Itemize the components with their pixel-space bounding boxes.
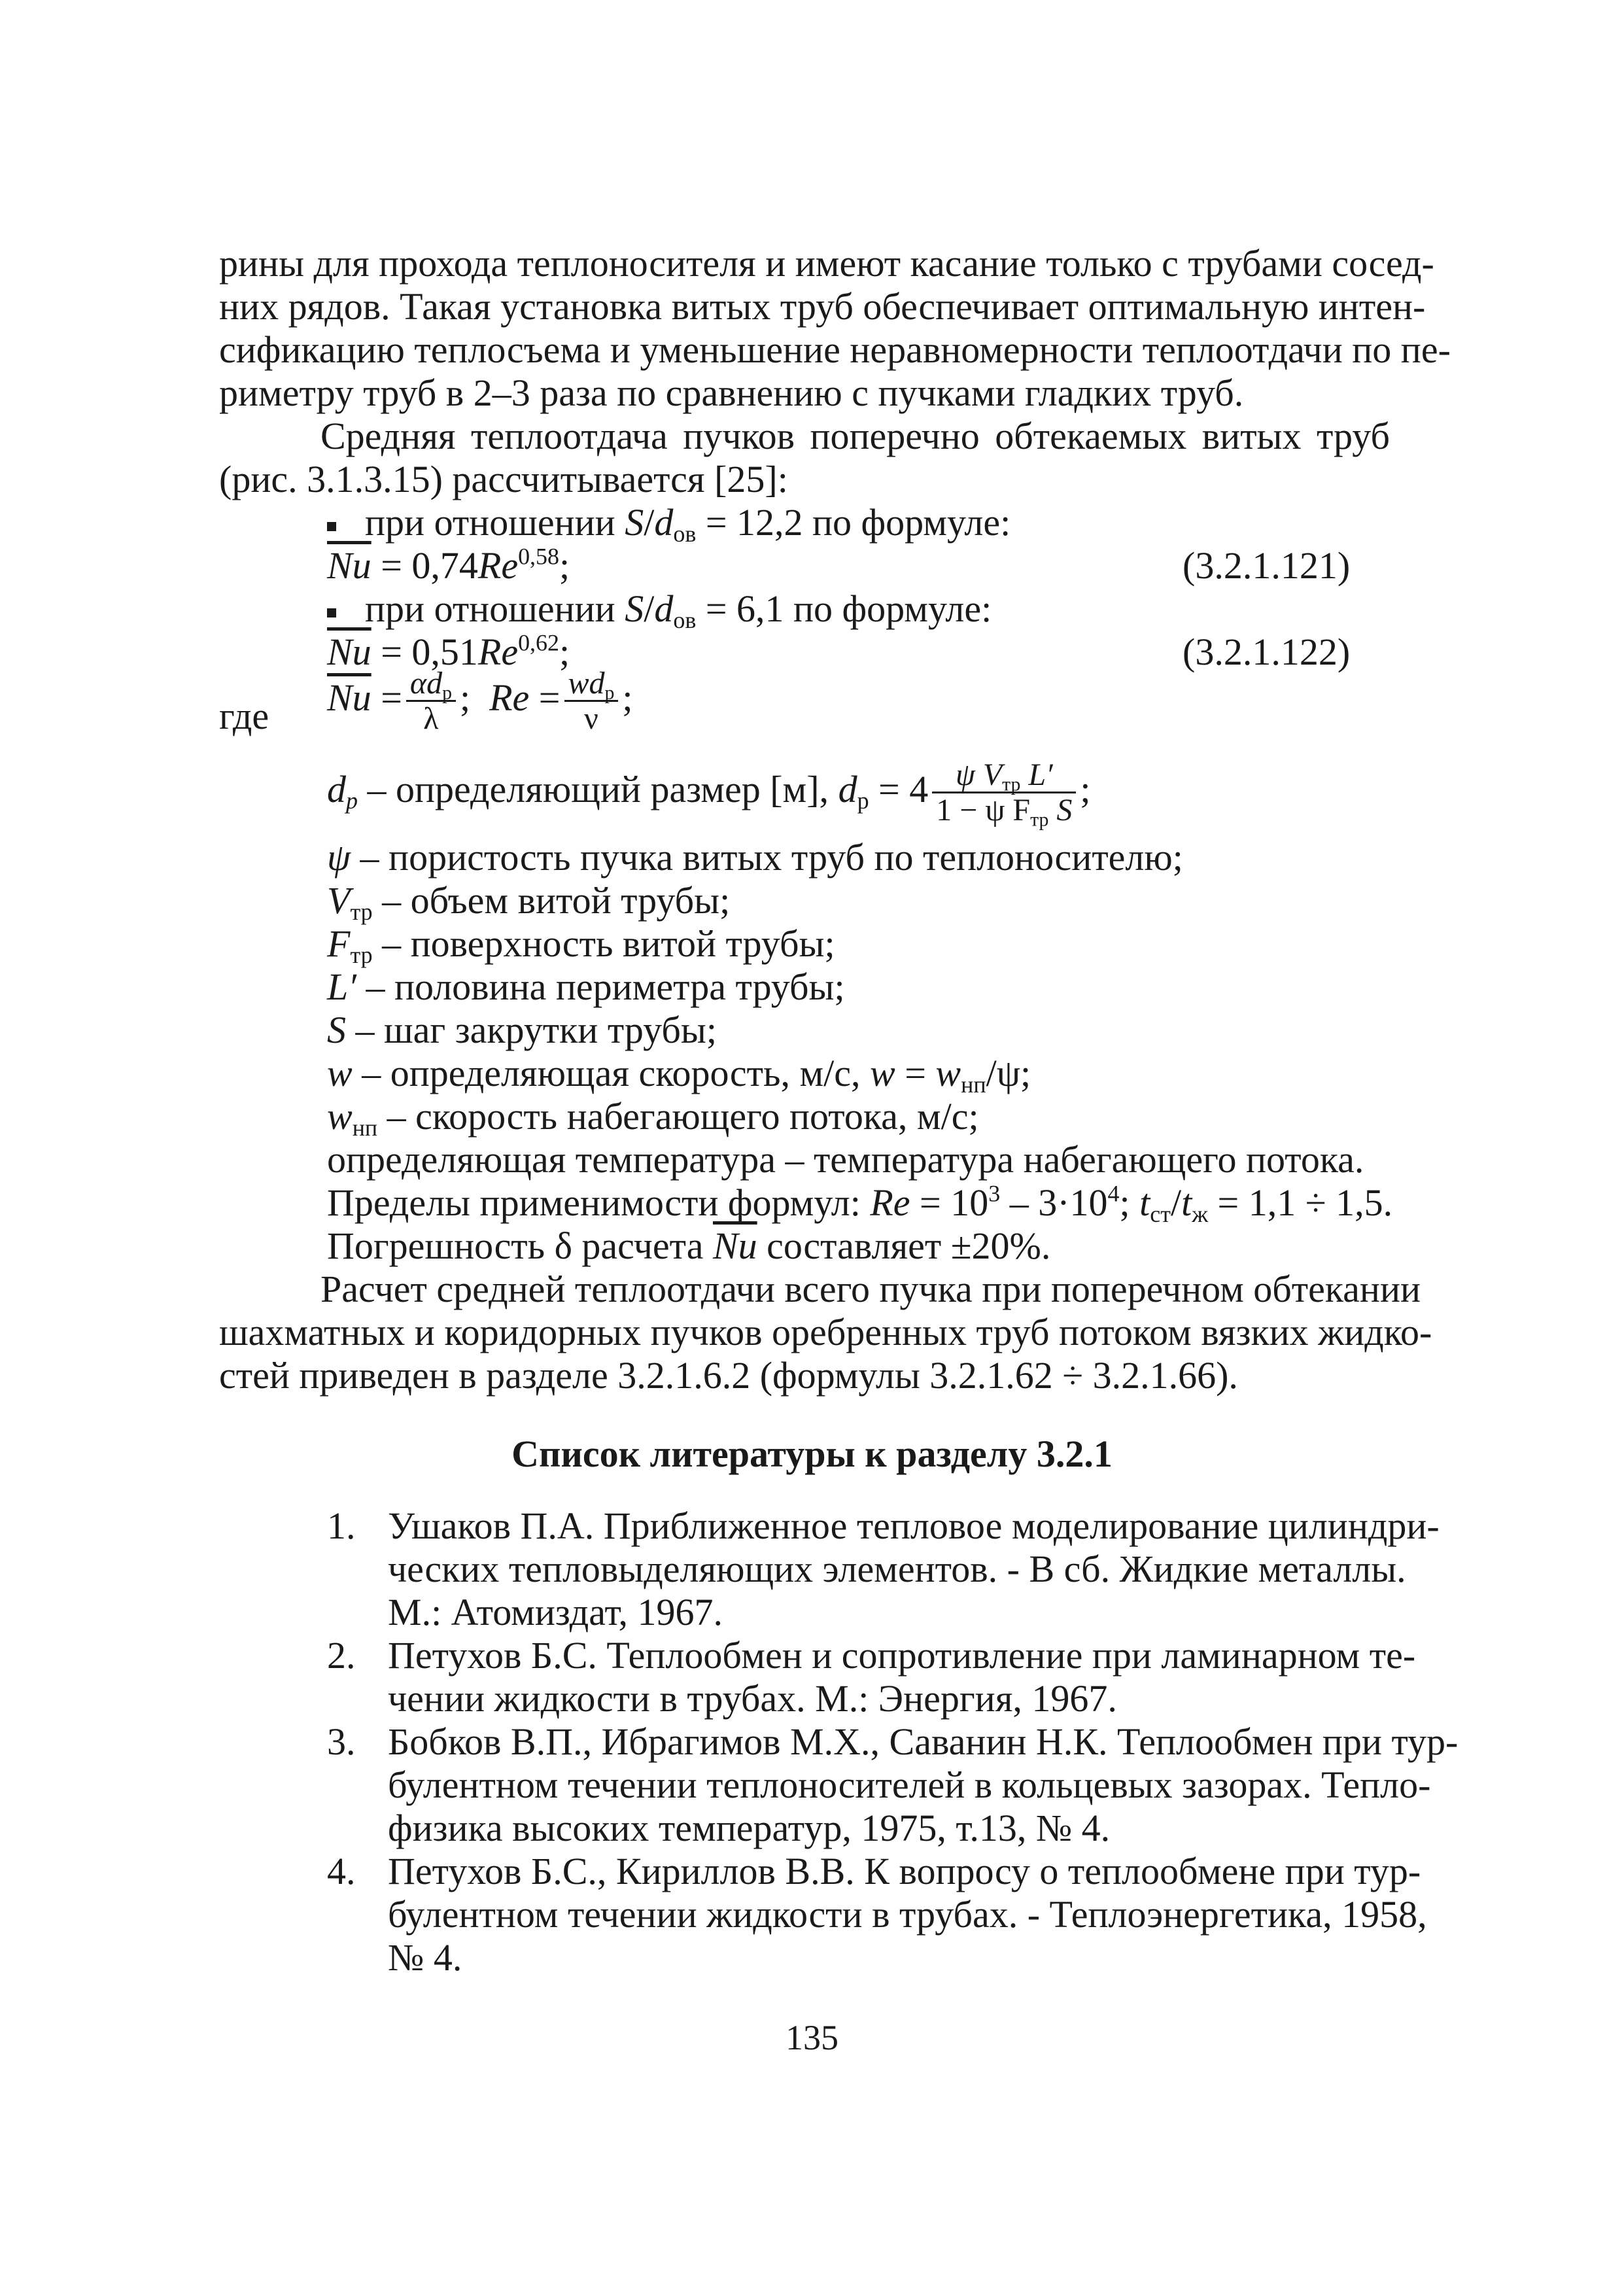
bullet-icon [327,522,336,531]
definition-line: определяющая температура – температура набегающего потока. [327,1138,1364,1181]
error-line: Погрешность δ расчета $\overline{Nu}$ составляет ±20%. [327,1225,1051,1267]
paragraph-line: стей приведен в разделе 3.2.1.6.2 (формулы 3.2.1.62 ÷ 3.2.1.66). [219,1354,1238,1397]
paragraph-line: рины для прохода теплоносителя и имеют касание только с трубами сосед- [219,242,1434,285]
fraction: $wd_р$ ν [564,667,619,736]
fraction: ψ $V_{тр}$ L′ 1 − ψ $F_{тр}$ S [932,759,1076,827]
equation: $\overline{Nu} = 0,74Re^{0,58}$; [327,543,570,587]
dp-definition: $d_p$ – определяющий размер [м], $d_р = 4$ ψ $V_{тр}$ L′ 1 − ψ $F_{тр}$ S ; [327,757,1091,831]
bullet-icon [327,608,336,617]
paragraph-line: Средняя теплоотдача пучков поперечно обтекаемых витых труб [320,415,1390,457]
paragraph-line: шахматных и коридорных пучков оребренных труб потоком вязких жидко- [219,1311,1432,1353]
definition-line: $F_{тр}$ – поверхность витой трубы; [327,922,835,969]
page-number: 135 [786,2018,838,2057]
paragraph-line: Расчет средней теплоотдачи всего пучка при поперечном обтекании [320,1268,1421,1310]
equation-number: (3.2.1.121) [1183,544,1351,587]
applicability-limits: Пределы применимости формул: $Re = 10^3 - 3\cdot 10^4$; $t_{ст}/t_ж = 1,1 \div 1,5$. [327,1180,1393,1228]
bullet-item: при отношении $S/d_{ов} = 6,1$ по формуле: [327,587,992,631]
equation: $\overline{Nu} = 0,51Re^{0,62}$; [327,629,570,673]
definition-line: S – шаг закрутки трубы; [327,1009,717,1051]
document-page: рины для прохода теплоносителя и имеют касание только с трубами сосед- них рядов. Такая установка витых труб обеспечивает оптимальную интен- сификацию теплосъема и уменьшение неравномерности теплоотдачи по пе- риметру труб в 2–3 раза по сравнению с пучками гладких труб. Средняя теплоотдача пучков поперечно обтекаемых витых труб (рис. 3.1.3.15) рассчитывается [25]: при отношении $S/d_{ов} = 12,2$ по формуле: $\overline{Nu} = 0,74Re^{0,58}$; (3.2.1.121) при отношении $S/d_{ов} = 6,1$ по формуле: $\overline{Nu} = 0,51Re^{0,62}$; (3.2.1.122) где $\overline{Nu}$ = $\alpha d_р$ λ ; Re = $wd_р$ ν ; $d_p$ – определяющий размер [м], $d_р = 4$ ψ $V_{тр}$ L′ 1 − ψ $F_{тр}$ S ; ψ – пористость пучка витых труб по теплоносителю; $V_{тр}$ – объем витой трубы; $F_{тр}$ – поверхность витой трубы; L′ – половина периметра трубы; S – шаг закрутки трубы; w – определяющая скорость, м/с, $w = w_{нп}/\psi$; $w_{нп}$ – скорость набегающего потока, м/с; определяющая температура – температура набегающего потока. Пределы применимости формул: $Re = 10^3 - 3\cdot 10^4$; $t_{ст}/t_ж = 1,1 \div 1,5$. Погрешность δ расчета $\overline{Nu}$ составляет ±20%. Расчет средней теплоотдачи всего пучка при поперечном обтекании шахматных и коридорных пучков оребренных труб потоком вязких жидко- стей приведен в разделе 3.2.1.6.2 (формулы 3.2.1.62 ÷ 3.2.1.66). Список литературы к разделу 3.2.1 1. Ушаков П.А. Приближенное тепловое моделирование цилиндри- ческих тепловыделяющих элементов. - В сб. Жидкие металлы. М.: Атомиздат, 1967. 2. Петухов Б.С. Теплообмен и сопротивление при ламинарном те- чении жидкости в трубах. М.: Энергия, 1967. 3. Бобков В.П., Ибрагимов М.Х., Саванин Н.К. Теплообмен при тур- булентном течении теплоносителей в кольцевых зазорах. Тепло- физика высоких температур, 1975, т.13, № 4. 4. Петухов Б.С., Кириллов В.В. К вопросу о теплообмене при тур- булентном течении жидкости в трубах. - Теплоэнергетика, 1958, № 4. 135 [0,0,1624,2296]
paragraph-line: риметру труб в 2–3 раза по сравнению с пучками гладких труб. [219,372,1244,414]
paragraph-line: сификацию теплосъема и уменьшение неравномерности теплоотдачи по пе- [219,328,1451,371]
definition-line: w – определяющая скорость, м/с, $w = w_{нп}/\psi$; [327,1052,1031,1098]
fraction: $\alpha d_р$ λ [406,667,456,736]
definition-line: L′ – половина периметра трубы; [327,965,845,1008]
nu-re-definition: $\overline{Nu}$ = $\alpha d_р$ λ ; Re = $wd_р$ ν ; [327,666,633,736]
equation-number: (3.2.1.122) [1183,631,1351,673]
where-label: где [219,695,269,737]
paragraph-line: них рядов. Такая установка витых труб обеспечивает оптимальную интен- [219,285,1426,328]
paragraph-line: (рис. 3.1.3.15) рассчитывается [25]: [219,458,788,500]
references-heading: Список литературы к разделу 3.2.1 [511,1433,1113,1475]
definition-line: $V_{тр}$ – объем витой трубы; [327,879,731,926]
definition-line: ψ – пористость пучка витых труб по теплоносителю; [327,836,1183,878]
bullet-item: при отношении $S/d_{ов} = 12,2$ по формуле: [327,501,1011,544]
definition-line: $w_{нп}$ – скорость набегающего потока, м/с; [327,1095,979,1141]
